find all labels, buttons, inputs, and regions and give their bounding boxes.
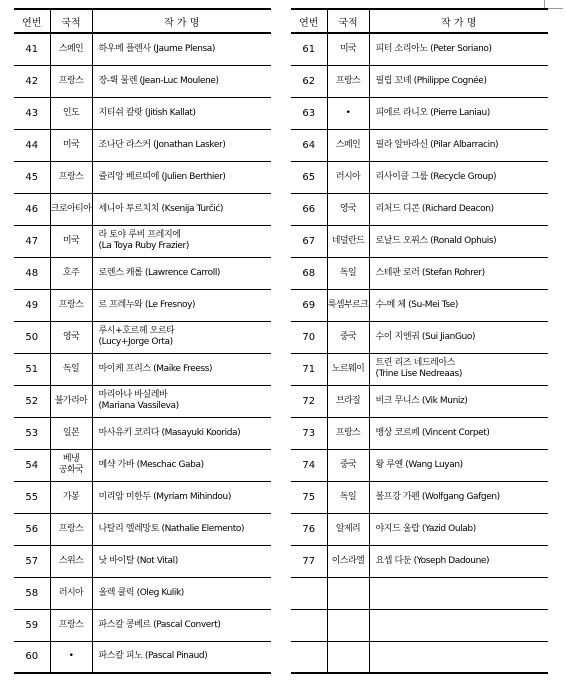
row-nationality bbox=[327, 609, 369, 641]
nationality-line: • bbox=[68, 651, 74, 662]
row-number: 56 bbox=[14, 513, 50, 545]
table-row bbox=[291, 417, 548, 449]
nationality-line: 영국 bbox=[62, 331, 80, 342]
table-row bbox=[291, 353, 548, 385]
row-nationality bbox=[327, 641, 369, 673]
nationality-line: 크로아티아 bbox=[50, 203, 92, 214]
table-row bbox=[14, 161, 271, 193]
row-nationality bbox=[50, 257, 92, 289]
row-artist bbox=[369, 609, 548, 641]
nationality-line: 독일 bbox=[339, 267, 357, 278]
table-row bbox=[14, 353, 271, 385]
row-number: 62 bbox=[291, 65, 327, 97]
row-nationality bbox=[50, 545, 92, 577]
nationality-line: 독일 bbox=[62, 363, 80, 374]
artist-name: 마사유키 코리다 (Masayuki Koorida) bbox=[98, 427, 241, 438]
row-nationality bbox=[327, 353, 369, 385]
row-artist bbox=[92, 321, 271, 353]
row-number: 70 bbox=[291, 321, 327, 353]
row-artist bbox=[92, 545, 271, 577]
nationality-line: 프랑스 bbox=[58, 171, 84, 182]
nationality-line: 호주 bbox=[62, 267, 80, 278]
row-artist bbox=[92, 129, 271, 161]
table-row bbox=[14, 321, 271, 353]
row-number: 53 bbox=[14, 417, 50, 449]
row-nationality bbox=[327, 545, 369, 577]
artist-name: 올렉 쿨릭 (Oleg Kulik) bbox=[98, 587, 184, 598]
row-number: 42 bbox=[14, 65, 50, 97]
table-row bbox=[14, 193, 271, 225]
nationality-line: 중국 bbox=[339, 459, 357, 470]
header-row bbox=[14, 9, 271, 33]
nationality-line: 미국 bbox=[62, 235, 80, 246]
row-artist bbox=[92, 577, 271, 609]
row-number: 63 bbox=[291, 97, 327, 129]
row-nationality bbox=[327, 289, 369, 321]
artist-name: 필라 알바라신 (Pilar Albarracin) bbox=[375, 139, 499, 150]
row-nationality bbox=[50, 225, 92, 257]
row-artist bbox=[369, 385, 548, 417]
row-nationality bbox=[327, 321, 369, 353]
row-artist bbox=[92, 33, 271, 65]
nationality-line: 프랑스 bbox=[335, 427, 361, 438]
artist-name: 마이케 프리스 (Maike Freess) bbox=[98, 363, 213, 374]
row-nationality bbox=[50, 161, 92, 193]
artist-table-left bbox=[14, 8, 271, 674]
row-artist bbox=[92, 161, 271, 193]
table-row bbox=[14, 513, 271, 545]
row-nationality bbox=[327, 193, 369, 225]
row-nationality bbox=[327, 577, 369, 609]
row-artist bbox=[92, 609, 271, 641]
row-artist bbox=[369, 129, 548, 161]
nationality-line: 가봉 bbox=[62, 491, 80, 502]
row-artist bbox=[369, 481, 548, 513]
table-row bbox=[14, 641, 271, 673]
row-number: 64 bbox=[291, 129, 327, 161]
row-nationality bbox=[50, 289, 92, 321]
row-artist bbox=[369, 289, 548, 321]
artist-name: 메샥 가바 (Meschac Gaba) bbox=[98, 459, 204, 470]
table-row bbox=[291, 161, 548, 193]
nationality-line: 프랑스 bbox=[58, 619, 84, 630]
row-number: 67 bbox=[291, 225, 327, 257]
row-number: 60 bbox=[14, 641, 50, 673]
table-row bbox=[14, 65, 271, 97]
header-nationality: 국적 bbox=[50, 9, 92, 33]
row-nationality bbox=[50, 321, 92, 353]
nationality-line: 브라질 bbox=[335, 395, 361, 406]
artist-name: 파스칼 콩베르 (Pascal Convert) bbox=[98, 619, 221, 630]
table-row bbox=[14, 385, 271, 417]
artist-name-2: (Mariana Vassileva) bbox=[98, 401, 179, 411]
header-artist: 작 가 명 bbox=[92, 9, 271, 33]
artist-name: 나탈리 엘레망토 (Nathalie Elemento) bbox=[98, 523, 245, 534]
row-nationality bbox=[327, 481, 369, 513]
artist-name: 비크 무니스 (Vik Muniz) bbox=[375, 395, 468, 406]
table-row bbox=[291, 321, 548, 353]
row-artist bbox=[92, 97, 271, 129]
artist-name: 요셉 다둔 (Yoseph Dadoune) bbox=[375, 555, 490, 566]
nationality-line: 러시아 bbox=[335, 171, 361, 182]
table-row bbox=[14, 481, 271, 513]
row-number: 65 bbox=[291, 161, 327, 193]
table-row bbox=[291, 225, 548, 257]
row-number: 45 bbox=[14, 161, 50, 193]
artist-table-right bbox=[291, 8, 548, 674]
row-artist bbox=[92, 225, 271, 257]
artist-name: 로렌스 캐롤 (Lawrence Carroll) bbox=[98, 267, 221, 278]
row-artist bbox=[92, 385, 271, 417]
nationality-line: 알제리 bbox=[335, 523, 361, 534]
row-artist bbox=[369, 65, 548, 97]
row-nationality bbox=[50, 641, 92, 673]
row-number: 75 bbox=[291, 481, 327, 513]
row-nationality bbox=[50, 385, 92, 417]
row-number: 46 bbox=[14, 193, 50, 225]
artist-name: 르 프레누와 (Le Fresnoy) bbox=[98, 299, 196, 310]
row-artist bbox=[369, 353, 548, 385]
row-nationality bbox=[50, 609, 92, 641]
row-artist bbox=[92, 353, 271, 385]
row-artist bbox=[369, 225, 548, 257]
artist-name: 리처드 디콘 (Richard Deacon) bbox=[375, 203, 494, 214]
row-nationality bbox=[50, 97, 92, 129]
nationality-line: 프랑스 bbox=[58, 523, 84, 534]
row-artist bbox=[369, 545, 548, 577]
row-number: 44 bbox=[14, 129, 50, 161]
row-artist bbox=[92, 641, 271, 673]
artist-rows-right bbox=[291, 33, 548, 673]
row-nationality bbox=[50, 353, 92, 385]
artist-name: 낫 바이탈 (Not Vital) bbox=[98, 555, 178, 566]
row-artist bbox=[92, 257, 271, 289]
artist-name: 로날드 오퓌스 (Ronald Ophuis) bbox=[375, 235, 497, 246]
table-row bbox=[291, 609, 548, 641]
row-number: 73 bbox=[291, 417, 327, 449]
row-number: 43 bbox=[14, 97, 50, 129]
row-nationality bbox=[50, 449, 92, 481]
row-number: 76 bbox=[291, 513, 327, 545]
nationality-line: 인도 bbox=[62, 107, 80, 118]
row-nationality bbox=[50, 577, 92, 609]
artist-name: 미리암 미한두 (Myriam Mihindou) bbox=[98, 491, 231, 502]
row-artist bbox=[369, 641, 548, 673]
header-number: 연번 bbox=[291, 9, 327, 33]
row-artist bbox=[92, 449, 271, 481]
row-artist bbox=[369, 257, 548, 289]
header-row bbox=[291, 9, 548, 33]
artist-rows-left bbox=[14, 33, 271, 673]
row-number: 57 bbox=[14, 545, 50, 577]
nationality-line: 이스라엘 bbox=[331, 555, 365, 566]
artist-name: 루시+호르헤 오르타 bbox=[98, 326, 175, 336]
row-number: 47 bbox=[14, 225, 50, 257]
row-nationality bbox=[327, 449, 369, 481]
row-nationality bbox=[327, 417, 369, 449]
row-number bbox=[291, 577, 327, 609]
artist-name: 피에르 라니오 (Pierre Laniau) bbox=[375, 107, 490, 118]
artist-name: 피터 소리아노 (Peter Soriano) bbox=[375, 43, 492, 54]
table-row bbox=[291, 193, 548, 225]
artist-name-2: (La Toya Ruby Frazier) bbox=[98, 241, 189, 251]
row-nationality bbox=[327, 129, 369, 161]
nationality-line: 독일 bbox=[339, 491, 357, 502]
row-nationality bbox=[50, 129, 92, 161]
header-artist: 작 가 명 bbox=[369, 9, 548, 33]
row-nationality bbox=[50, 513, 92, 545]
row-artist bbox=[369, 321, 548, 353]
artist-name: 볼프강 가펜 (Wolfgang Gafgen) bbox=[375, 491, 500, 502]
nationality-line: 미국 bbox=[62, 139, 80, 150]
artist-name: 트린 리즈 네드레아스 bbox=[375, 358, 456, 368]
row-nationality bbox=[50, 481, 92, 513]
row-number: 59 bbox=[14, 609, 50, 641]
row-nationality bbox=[327, 33, 369, 65]
row-number: 77 bbox=[291, 545, 327, 577]
nationality-line: 룩셈부르크 bbox=[327, 299, 369, 310]
row-artist bbox=[92, 481, 271, 513]
nationality-line: 네덜란드 bbox=[331, 235, 365, 246]
row-nationality bbox=[327, 65, 369, 97]
row-number: 66 bbox=[291, 193, 327, 225]
nationality-line: 스페인 bbox=[335, 139, 361, 150]
nationality-line: 스위스 bbox=[58, 555, 84, 566]
table-row bbox=[291, 449, 548, 481]
row-artist bbox=[369, 33, 548, 65]
nationality-line: 프랑스 bbox=[58, 75, 84, 86]
nationality-line: 영국 bbox=[339, 203, 357, 214]
nationality-line: 베냉 bbox=[62, 454, 80, 464]
table-row bbox=[291, 513, 548, 545]
row-nationality bbox=[327, 257, 369, 289]
table-row bbox=[14, 609, 271, 641]
row-number: 52 bbox=[14, 385, 50, 417]
table-row bbox=[291, 481, 548, 513]
nationality-line: 러시아 bbox=[58, 587, 84, 598]
table-row bbox=[14, 417, 271, 449]
row-number: 69 bbox=[291, 289, 327, 321]
row-artist bbox=[92, 289, 271, 321]
row-artist bbox=[369, 193, 548, 225]
row-number: 68 bbox=[291, 257, 327, 289]
artist-name: 파스칼 피노 (Pascal Pinaud) bbox=[98, 651, 208, 662]
table-row bbox=[291, 65, 548, 97]
row-artist bbox=[92, 417, 271, 449]
row-nationality bbox=[327, 225, 369, 257]
row-nationality bbox=[327, 97, 369, 129]
header-number: 연번 bbox=[14, 9, 50, 33]
artist-name: 뱅상 코르페 (Vincent Corpet) bbox=[375, 427, 490, 438]
table-row bbox=[14, 289, 271, 321]
row-nationality bbox=[50, 33, 92, 65]
table-row bbox=[14, 129, 271, 161]
row-number: 50 bbox=[14, 321, 50, 353]
row-artist bbox=[369, 161, 548, 193]
artist-name: 조나단 라스커 (Jonathan Lasker) bbox=[98, 139, 226, 150]
table-row bbox=[291, 577, 548, 609]
row-nationality bbox=[327, 161, 369, 193]
row-number: 58 bbox=[14, 577, 50, 609]
artist-name: 스테판 로러 (Stefan Rohrer) bbox=[375, 267, 485, 278]
table-row bbox=[291, 97, 548, 129]
row-nationality bbox=[50, 417, 92, 449]
table-row bbox=[14, 545, 271, 577]
nationality-line: 불가리아 bbox=[54, 395, 88, 406]
artist-name: 수이 지엔궈 (Sui JianGuo) bbox=[375, 331, 476, 342]
nationality-line-2: 공화국 bbox=[58, 465, 84, 475]
row-number: 74 bbox=[291, 449, 327, 481]
artist-name: 지티쉬 칼랏 (Jitish Kallat) bbox=[98, 107, 196, 118]
artist-name-2: (Lucy+Jorge Orta) bbox=[98, 337, 173, 347]
row-artist bbox=[92, 513, 271, 545]
row-artist bbox=[369, 577, 548, 609]
artist-name: 왕 루옌 (Wang Luyan) bbox=[375, 459, 463, 470]
artist-name: 야지드 울랍 (Yazid Oulab) bbox=[375, 523, 476, 534]
nationality-line: 미국 bbox=[339, 43, 357, 54]
nationality-line: 일본 bbox=[62, 427, 80, 438]
row-number: 51 bbox=[14, 353, 50, 385]
artist-name: 하우메 플렌사 (Jaume Plensa) bbox=[98, 43, 216, 54]
table-row bbox=[291, 641, 548, 673]
artist-name: 라 토야 루비 프레지에 bbox=[98, 230, 181, 240]
table-row bbox=[14, 257, 271, 289]
artist-name-2: (Trine Lise Nedreaas) bbox=[375, 369, 462, 379]
artist-name: 필립 꼬녜 (Philippe Cognée) bbox=[375, 75, 487, 86]
row-nationality bbox=[327, 513, 369, 545]
nationality-line: 스페인 bbox=[58, 43, 84, 54]
row-number: 54 bbox=[14, 449, 50, 481]
table-row bbox=[291, 33, 548, 65]
table-row bbox=[291, 129, 548, 161]
artist-name: 장-뤽 물렌 (Jean-Luc Moulene) bbox=[98, 75, 219, 86]
table-row bbox=[291, 545, 548, 577]
row-number bbox=[291, 609, 327, 641]
row-number: 72 bbox=[291, 385, 327, 417]
artist-name: 쥴리앙 베르띠에 (Julien Berthier) bbox=[98, 171, 226, 182]
artist-name: 수-메 체 (Su-Mei Tse) bbox=[375, 299, 458, 310]
row-number: 49 bbox=[14, 289, 50, 321]
row-artist bbox=[369, 97, 548, 129]
row-artist bbox=[92, 193, 271, 225]
row-number: 55 bbox=[14, 481, 50, 513]
row-nationality bbox=[50, 65, 92, 97]
row-number bbox=[291, 641, 327, 673]
nationality-line: 노르웨이 bbox=[331, 363, 365, 374]
table-row bbox=[14, 225, 271, 257]
nationality-line: • bbox=[345, 107, 351, 118]
table-row bbox=[14, 577, 271, 609]
row-number: 61 bbox=[291, 33, 327, 65]
table-row bbox=[14, 97, 271, 129]
artist-name: 세니아 투르치치 (Ksenija Turčić) bbox=[98, 203, 224, 214]
row-number: 48 bbox=[14, 257, 50, 289]
table-row bbox=[291, 257, 548, 289]
table-row bbox=[14, 33, 271, 65]
table-row bbox=[291, 385, 548, 417]
row-number: 71 bbox=[291, 353, 327, 385]
header-nationality: 국적 bbox=[327, 9, 369, 33]
nationality-line: 프랑스 bbox=[58, 299, 84, 310]
row-artist bbox=[369, 417, 548, 449]
row-nationality bbox=[50, 193, 92, 225]
nationality-line: 프랑스 bbox=[335, 75, 361, 86]
row-artist bbox=[92, 65, 271, 97]
artist-name: 마리아나 바실레바 bbox=[98, 390, 168, 400]
row-artist bbox=[369, 513, 548, 545]
row-number: 41 bbox=[14, 33, 50, 65]
row-nationality bbox=[327, 385, 369, 417]
table-row bbox=[14, 449, 271, 481]
nationality-line: 중국 bbox=[339, 331, 357, 342]
row-artist bbox=[369, 449, 548, 481]
table-row bbox=[291, 289, 548, 321]
artist-name: 리사이클 그룹 (Recycle Group) bbox=[375, 171, 497, 182]
